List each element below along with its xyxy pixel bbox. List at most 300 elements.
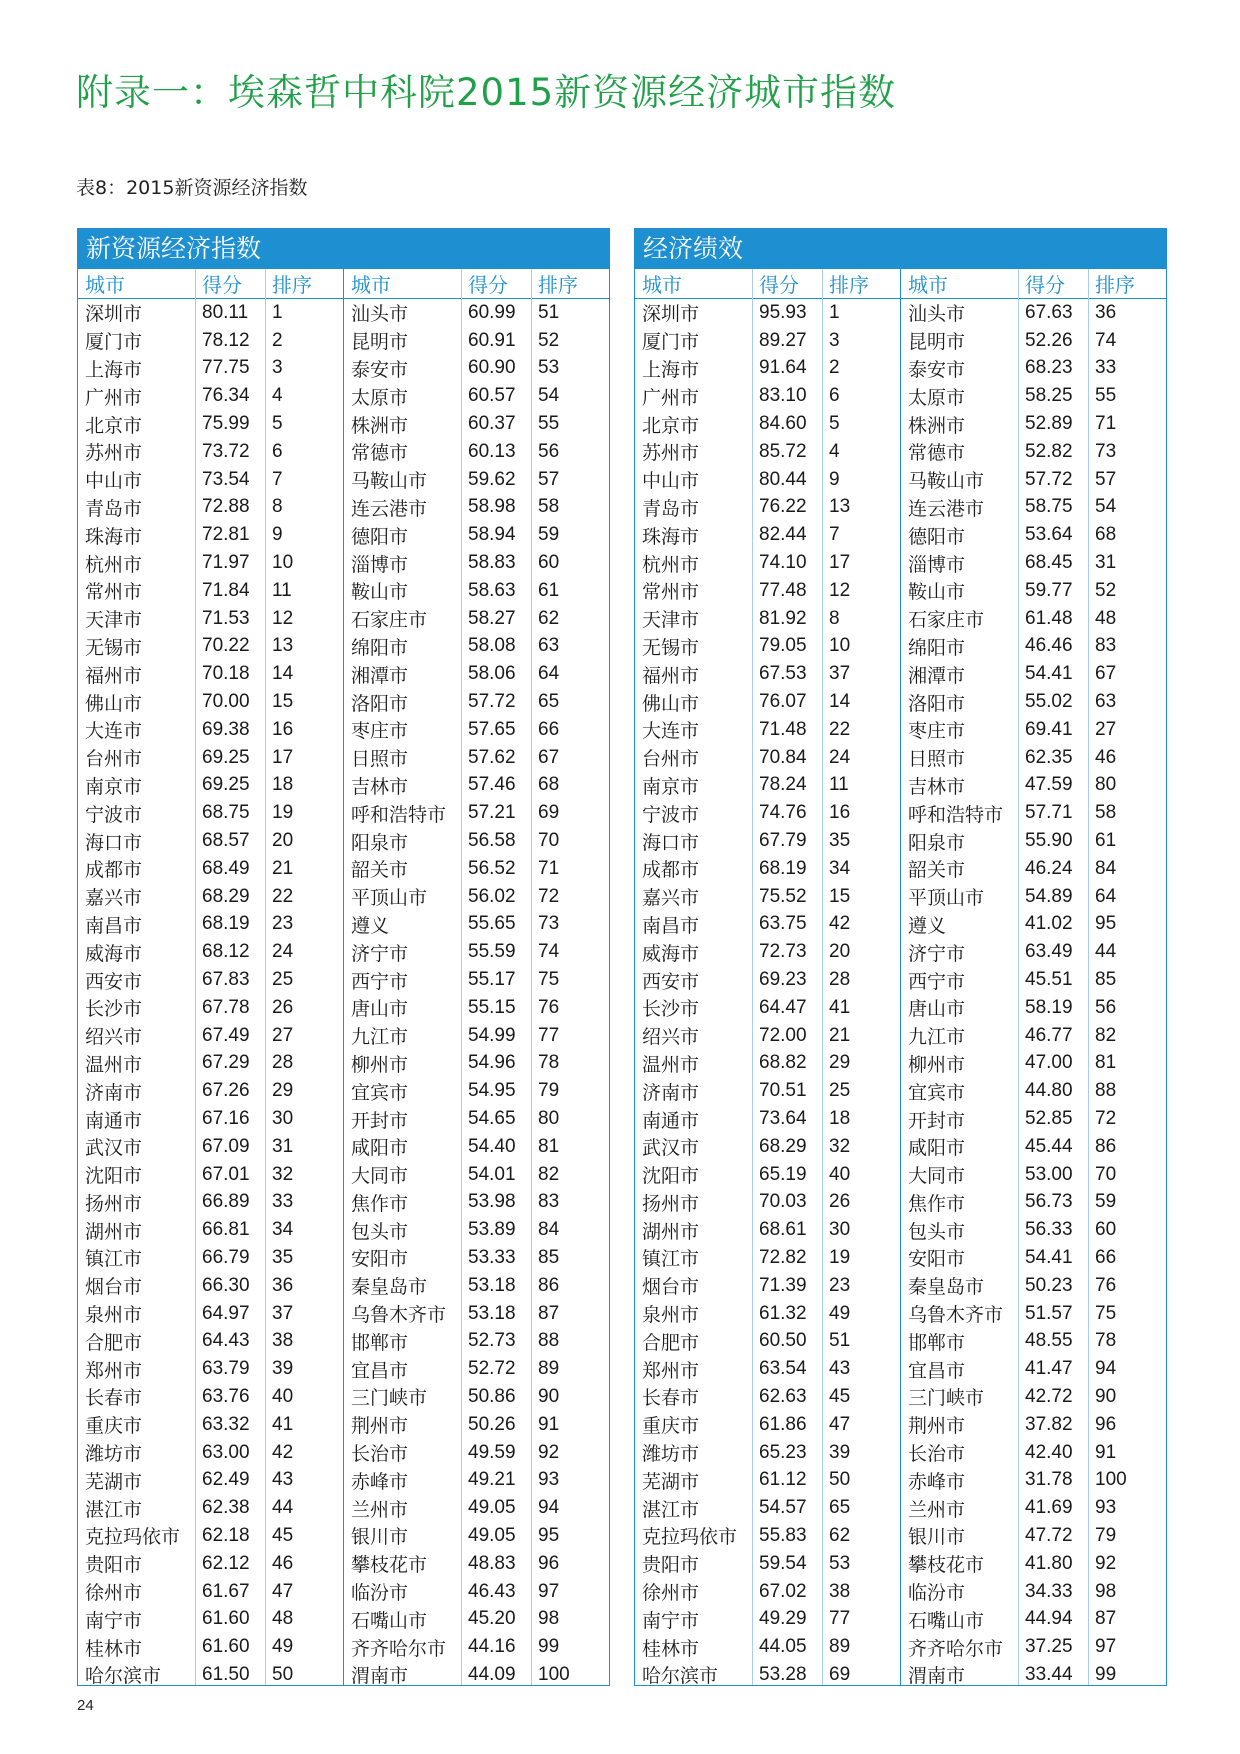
cell-score: 68.29 [202,885,250,907]
cell-score: 53.33 [468,1246,516,1268]
table-row [78,605,343,633]
cell-city: 镇江市 [642,1248,700,1271]
cell-score: 48.83 [468,1552,516,1574]
cell-rank: 15 [829,885,851,907]
cell-rank: 85 [1095,969,1117,991]
table-row [635,1161,900,1189]
cell-city: 宁波市 [642,803,700,826]
table-row [901,1411,1166,1439]
cell-rank: 89 [829,1636,851,1658]
table-row [344,1383,609,1411]
cell-city: 银川市 [908,1526,966,1549]
table-row [635,549,900,577]
cell-score: 74.76 [759,802,807,824]
cell-score: 58.06 [468,663,516,685]
cell-divider [461,269,462,1685]
cell-score: 79.05 [759,635,807,657]
cell-city: 齐齐哈尔市 [351,1637,447,1660]
table-row [901,633,1166,661]
table-row [344,1633,609,1661]
table-row [635,1439,900,1467]
cell-city: 大同市 [908,1165,966,1188]
cell-score: 54.99 [468,1024,516,1046]
cell-city: 哈尔滨市 [85,1665,162,1688]
cell-city: 徐州市 [85,1582,143,1605]
cell-city: 青岛市 [85,497,143,520]
table-row [344,382,609,410]
cell-city: 连云港市 [351,497,428,520]
cell-city: 重庆市 [85,1415,143,1438]
cell-rank: 84 [1095,857,1117,879]
table-row [635,299,900,327]
table-row [635,410,900,438]
table-row [901,1633,1166,1661]
cell-score: 71.39 [759,1274,807,1296]
table-row [901,938,1166,966]
cell-score: 44.80 [1025,1080,1073,1102]
cell-rank: 61 [538,579,560,601]
cell-city: 遵义 [908,914,947,937]
table-row [78,688,343,716]
cell-rank: 2 [829,357,840,379]
cell-city: 济南市 [642,1081,700,1104]
cell-city: 西安市 [642,970,700,993]
cell-city: 石嘴山市 [351,1609,428,1632]
cell-city: 昆明市 [908,331,966,354]
cell-rank: 66 [538,718,560,740]
cell-city: 汕头市 [908,303,966,326]
cell-city: 中山市 [85,470,143,493]
table-row [901,883,1166,911]
cell-city: 吉林市 [351,775,409,798]
cell-rank: 24 [829,746,851,768]
cell-rank: 27 [1095,718,1117,740]
cell-city: 烟台市 [85,1276,143,1299]
cell-city: 秦皇岛市 [351,1276,428,1299]
cell-city: 德阳市 [351,525,409,548]
cell-city: 安阳市 [908,1248,966,1271]
cell-rank: 10 [272,552,294,574]
cell-score: 63.49 [1025,941,1073,963]
cell-score: 68.45 [1025,552,1073,574]
cell-rank: 30 [272,1108,294,1129]
table-row [78,1578,343,1606]
cell-city: 大连市 [642,720,700,743]
cell-score: 46.46 [1025,635,1073,657]
cell-rank: 17 [829,552,851,574]
cell-score: 81.92 [759,607,807,629]
table-row [344,1272,609,1300]
cell-rank: 4 [829,440,840,462]
table-row [344,466,609,494]
cell-rank: 77 [829,1608,851,1630]
table-row [635,1578,900,1606]
cell-rank: 79 [1095,1524,1117,1546]
cell-score: 54.57 [759,1497,807,1519]
cell-city: 沈阳市 [85,1165,143,1188]
table-row [635,605,900,633]
cell-score: 54.01 [468,1163,516,1185]
table-row [635,355,900,383]
cell-score: 61.67 [202,1580,250,1602]
table-row [78,355,343,383]
table-row [635,633,900,661]
header-city: 城市 [908,273,948,297]
cell-rank: 52 [1095,579,1117,601]
cell-rank: 57 [1095,468,1117,490]
cell-city: 克拉玛依市 [85,1526,181,1549]
cell-rank: 38 [272,1330,294,1352]
table-row [635,521,900,549]
cell-city: 石嘴山市 [908,1609,985,1632]
table-row [901,1355,1166,1383]
table-row [78,1550,343,1578]
cell-rank: 87 [538,1302,560,1324]
cell-rank: 5 [272,413,283,435]
cell-rank: 72 [538,885,560,907]
cell-city: 湘潭市 [908,664,966,687]
cell-rank: 78 [538,1052,560,1074]
table-caption: 表8：2015新资源经济指数 [76,177,308,199]
cell-city: 赤峰市 [908,1470,966,1493]
cell-score: 82.44 [759,524,807,546]
table-row [635,688,900,716]
cell-city: 长春市 [642,1387,700,1410]
cell-city: 武汉市 [85,1137,143,1160]
cell-rank: 16 [829,802,851,824]
cell-divider [265,269,266,1685]
cell-city: 大同市 [351,1165,409,1188]
table-row [901,1550,1166,1578]
table-row [901,1133,1166,1161]
cell-score: 68.12 [202,941,250,963]
table-row [78,1605,343,1633]
cell-score: 80.11 [202,301,249,323]
table-row [78,549,343,577]
cell-score: 67.02 [759,1580,807,1602]
cell-city: 常德市 [351,442,409,465]
cell-score: 68.61 [759,1219,807,1241]
cell-city: 太原市 [351,386,409,409]
cell-score: 42.40 [1025,1441,1073,1463]
table-row [901,799,1166,827]
cell-rank: 87 [1095,1608,1117,1630]
table-row [635,660,900,688]
cell-rank: 79 [538,1080,560,1102]
cell-city: 芜湖市 [642,1470,700,1493]
table-row [344,1050,609,1078]
cell-rank: 8 [829,607,840,629]
cell-city: 枣庄市 [351,720,409,743]
table-row [344,799,609,827]
cell-city: 西宁市 [908,970,966,993]
cell-score: 58.83 [468,552,516,574]
cell-score: 63.75 [759,913,807,935]
table-row [78,1189,343,1217]
table-row [901,299,1166,327]
table-row [78,716,343,744]
cell-score: 53.00 [1025,1163,1073,1185]
cell-rank: 41 [272,1413,294,1435]
cell-city: 南通市 [642,1109,700,1132]
cell-rank: 88 [1095,1080,1117,1102]
table-row [78,827,343,855]
cell-city: 湖州市 [85,1220,143,1243]
cell-city: 贵阳市 [642,1554,700,1577]
cell-score: 95.93 [759,301,807,323]
cell-city: 绵阳市 [351,636,409,659]
cell-rank: 16 [272,718,294,740]
table-row [901,521,1166,549]
table-row [635,1522,900,1550]
table-row [901,355,1166,383]
cell-rank: 76 [538,996,560,1018]
cell-city: 齐齐哈尔市 [908,1637,1004,1660]
cell-city: 兰州市 [908,1498,966,1521]
table-row [635,494,900,522]
table-row [635,1077,900,1105]
cell-score: 55.02 [1025,691,1073,713]
cell-score: 52.82 [1025,440,1073,462]
cell-city: 克拉玛依市 [642,1526,738,1549]
cell-rank: 55 [1095,385,1117,407]
cell-city: 厦门市 [642,331,700,354]
table-row [635,938,900,966]
cell-city: 北京市 [642,414,700,437]
cell-rank: 32 [272,1163,294,1185]
cell-score: 78.24 [759,774,807,796]
cell-rank: 47 [272,1580,294,1602]
cell-score: 69.25 [202,746,250,768]
cell-city: 秦皇岛市 [908,1276,985,1299]
cell-score: 58.19 [1025,996,1073,1018]
cell-city: 兰州市 [351,1498,409,1521]
cell-score: 41.02 [1025,913,1073,935]
cell-city: 乌鲁木齐市 [908,1304,1004,1327]
cell-rank: 84 [538,1219,560,1241]
cell-rank: 82 [538,1163,560,1185]
cell-rank: 86 [1095,1135,1117,1157]
cell-rank: 56 [538,440,560,462]
cell-score: 63.54 [759,1358,807,1380]
cell-city: 成都市 [85,859,143,882]
cell-rank: 38 [829,1580,851,1602]
table-row [635,1550,900,1578]
cell-score: 62.38 [202,1497,250,1519]
cell-city: 宜昌市 [351,1359,409,1382]
table-row [78,1022,343,1050]
cell-city: 石家庄市 [908,609,985,632]
cell-score: 72.88 [202,496,250,518]
cell-city: 广州市 [85,386,143,409]
cell-score: 68.29 [759,1135,807,1157]
table-row [901,1466,1166,1494]
cell-rank: 21 [829,1024,851,1046]
table-row [635,855,900,883]
cell-city: 平顶山市 [908,887,985,910]
table-row [635,1216,900,1244]
cell-city: 无锡市 [85,636,143,659]
cell-rank: 86 [538,1274,560,1296]
cell-rank: 91 [1095,1441,1117,1463]
cell-rank: 50 [829,1469,851,1491]
cell-rank: 95 [1095,913,1117,935]
cell-city: 开封市 [908,1109,966,1132]
table-row [78,744,343,772]
cell-city: 咸阳市 [351,1137,409,1160]
cell-rank: 20 [829,941,851,963]
cell-city: 吉林市 [908,775,966,798]
cell-rank: 8 [272,496,283,518]
table-row [635,1050,900,1078]
cell-rank: 54 [1095,496,1117,518]
cell-rank: 5 [829,413,840,435]
cell-score: 71.48 [759,718,807,740]
cell-rank: 27 [272,1024,294,1046]
cell-rank: 89 [538,1358,560,1380]
table-row [344,966,609,994]
cell-rank: 54 [538,385,560,407]
cell-score: 46.77 [1025,1024,1073,1046]
cell-score: 54.41 [1025,1246,1073,1268]
cell-rank: 18 [272,774,294,796]
cell-rank: 40 [272,1385,294,1407]
cell-city: 阳泉市 [908,831,966,854]
cell-rank: 39 [272,1358,294,1380]
table-row [635,1494,900,1522]
cell-divider [822,269,823,1685]
panel-table [635,269,1166,1688]
cell-rank: 53 [829,1552,851,1574]
cell-score: 68.82 [759,1052,807,1074]
cell-score: 58.75 [1025,496,1073,518]
cell-city: 攀枝花市 [908,1554,985,1577]
table-row [344,494,609,522]
cell-rank: 88 [538,1330,560,1352]
cell-rank: 85 [538,1246,560,1268]
cell-score: 69.38 [202,718,250,740]
table-row [635,772,900,800]
cell-divider [752,269,753,1685]
cell-rank: 23 [829,1274,851,1296]
panel-new-resource-index [77,228,610,1686]
panel-economic-performance [634,228,1167,1686]
cell-rank: 1 [272,301,283,323]
cell-city: 青岛市 [642,497,700,520]
cell-rank: 68 [1095,524,1117,546]
table-row [901,1661,1166,1689]
table-row [344,772,609,800]
cell-score: 37.82 [1025,1413,1073,1435]
cell-rank: 92 [1095,1552,1117,1574]
cell-city: 唐山市 [908,998,966,1021]
table-row [344,299,609,327]
table-row [901,605,1166,633]
cell-city: 西安市 [85,970,143,993]
table-row [344,827,609,855]
cell-score: 60.37 [468,413,516,435]
table-row [344,1189,609,1217]
table-row [78,633,343,661]
table-row [344,1300,609,1328]
cell-score: 84.60 [759,413,807,435]
cell-score: 45.20 [468,1608,516,1630]
cell-score: 68.49 [202,857,250,879]
cell-score: 67.53 [759,663,807,685]
cell-city: 南通市 [85,1109,143,1132]
cell-rank: 52 [538,329,560,351]
cell-score: 56.58 [468,830,516,852]
table-row [344,1161,609,1189]
cell-rank: 7 [272,468,283,490]
cell-rank: 26 [829,1191,851,1213]
table-row [344,938,609,966]
table-row [78,1439,343,1467]
cell-rank: 96 [1095,1413,1117,1435]
cell-city: 绵阳市 [908,636,966,659]
cell-score: 60.99 [468,301,516,323]
cell-rank: 13 [272,635,294,657]
cell-city: 潍坊市 [642,1443,700,1466]
cell-rank: 6 [829,385,840,407]
cell-rank: 46 [1095,746,1117,768]
cell-city: 乌鲁木齐市 [351,1304,447,1327]
cell-score: 73.64 [759,1108,807,1129]
cell-rank: 40 [829,1163,851,1185]
table-row [901,1605,1166,1633]
cell-city: 枣庄市 [908,720,966,743]
cell-score: 50.23 [1025,1274,1073,1296]
cell-score: 83.10 [759,385,807,407]
cell-score: 89.27 [759,329,807,351]
table-row [635,1383,900,1411]
cell-score: 56.73 [1025,1191,1073,1213]
cell-score: 67.63 [1025,301,1073,323]
cell-rank: 97 [1095,1636,1117,1658]
cell-city: 遵义 [351,914,390,937]
table-row [78,994,343,1022]
cell-score: 72.73 [759,941,807,963]
table-column-group [78,269,343,1688]
table-row [344,911,609,939]
table-row [635,1327,900,1355]
cell-rank: 26 [272,996,294,1018]
cell-rank: 58 [1095,802,1117,824]
cell-city: 南宁市 [642,1609,700,1632]
cell-rank: 93 [538,1469,560,1491]
cell-score: 34.33 [1025,1580,1073,1602]
table-row [344,1522,609,1550]
table-row [344,660,609,688]
cell-rank: 77 [538,1024,560,1046]
cell-rank: 72 [1095,1108,1117,1129]
cell-rank: 48 [1095,607,1117,629]
cell-score: 54.96 [468,1052,516,1074]
cell-score: 68.57 [202,830,250,852]
cell-score: 58.08 [468,635,516,657]
cell-divider [195,269,196,1685]
cell-city: 平顶山市 [351,887,428,910]
table-row [78,1466,343,1494]
cell-rank: 73 [1095,440,1117,462]
cell-score: 70.51 [759,1080,807,1102]
cell-score: 53.64 [1025,524,1073,546]
table-row [901,438,1166,466]
cell-city: 淄博市 [351,553,409,576]
cell-rank: 20 [272,830,294,852]
cell-rank: 11 [829,774,849,796]
cell-score: 62.12 [202,1552,250,1574]
